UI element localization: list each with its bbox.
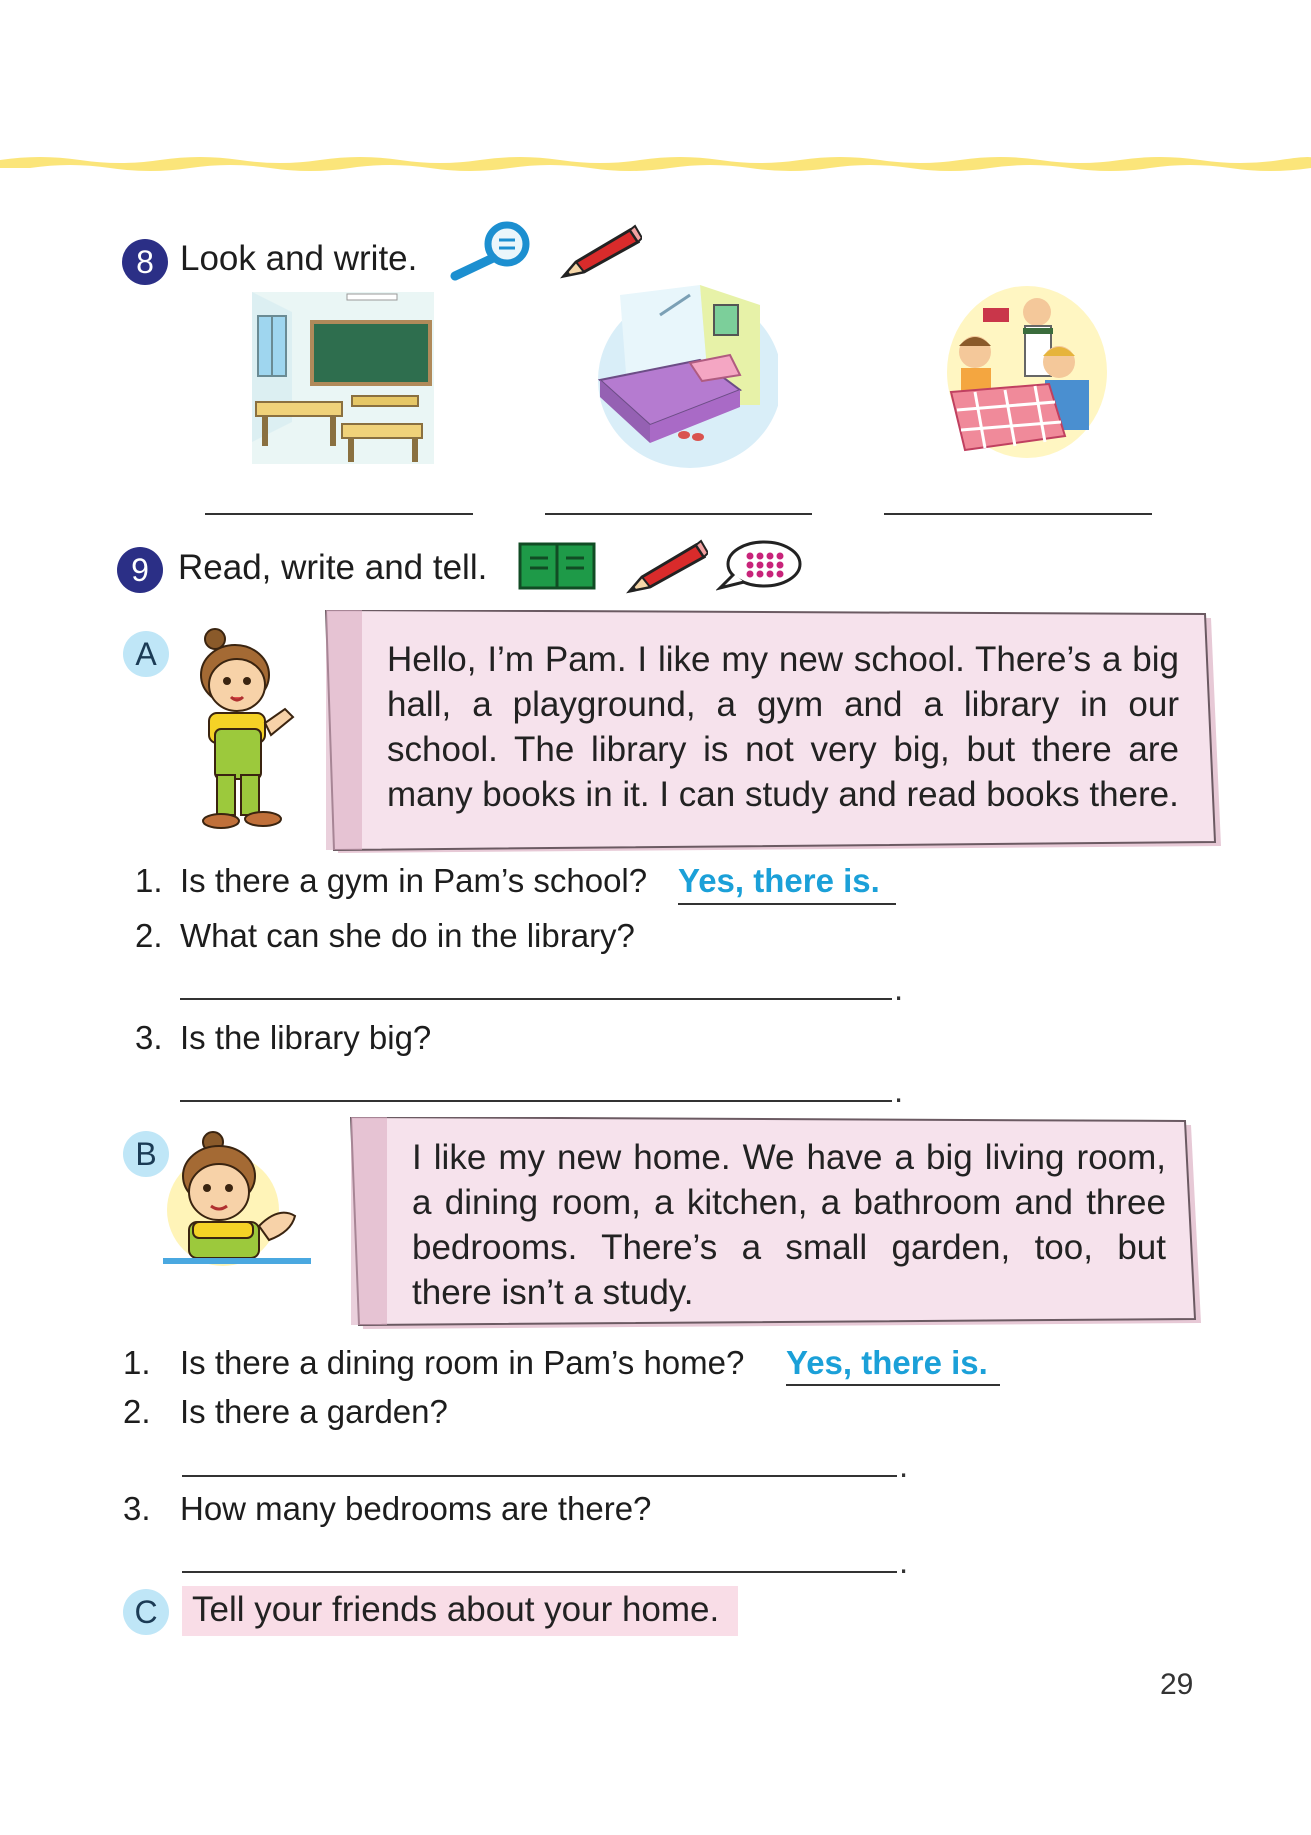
section-9-title: Read, write and tell. (178, 548, 488, 587)
pam-standing-illustration (185, 625, 300, 835)
answer-line[interactable] (182, 1571, 897, 1573)
question-text: What can she do in the library? (180, 917, 635, 954)
magnifier-icon (445, 220, 535, 284)
passage-b-text: I like my new home. We have a big living room, a dining room, a kitchen, a bathroom and three bedrooms. There’s a small garden, too, but there isn’t a study. (412, 1138, 1166, 1312)
page-number: 29 (1160, 1668, 1194, 1701)
passage-a-text: Hello, I’m Pam. I like my new school. There’s a big hall, a playground, a gym and a library in our school. The library is not very big, but there are many books in it. I can study and read books there. (387, 640, 1179, 814)
question-text: Is the library big? (180, 1019, 432, 1056)
answer-text: Yes, there is. (786, 1344, 988, 1381)
part-a-badge: A (123, 631, 169, 677)
period: . (899, 1447, 909, 1484)
pam-leaning-illustration (163, 1130, 313, 1280)
question-text: Is there a dining room in Pam’s home? (180, 1344, 745, 1381)
section-9-badge: 9 (117, 547, 163, 593)
pencil-icon (558, 222, 642, 282)
question-number: 3. (135, 1019, 163, 1056)
speech-bubble-icon (716, 538, 804, 594)
question-text: How many bedrooms are there? (180, 1490, 652, 1527)
answer-line-picture-3[interactable] (884, 513, 1152, 515)
part-c-text: Tell your friends about your home. (192, 1590, 720, 1629)
answer-line[interactable] (182, 1475, 897, 1477)
part-c-badge: C (123, 1589, 169, 1635)
book-icon (518, 540, 596, 592)
question-text: Is there a gym in Pam’s school? (180, 862, 648, 899)
answer-line[interactable] (786, 1384, 1000, 1386)
top-yellow-band (0, 150, 1311, 176)
part-b-badge: B (123, 1131, 169, 1177)
question-number: 1. (123, 1344, 151, 1381)
question-number: 3. (123, 1490, 151, 1527)
classroom-picture (252, 292, 434, 464)
question-number: 2. (135, 917, 163, 954)
answer-text: Yes, there is. (678, 862, 880, 899)
period: . (894, 970, 904, 1007)
pencil-icon (624, 537, 708, 597)
answer-line-picture-2[interactable] (545, 513, 812, 515)
section-8-title: Look and write. (180, 239, 418, 278)
answer-line[interactable] (180, 998, 892, 1000)
period: . (899, 1543, 909, 1580)
bedroom-picture (590, 285, 778, 470)
period: . (894, 1072, 904, 1109)
section-8-badge: 8 (122, 239, 168, 285)
question-number: 2. (123, 1393, 151, 1430)
answer-line[interactable] (180, 1100, 892, 1102)
restaurant-picture (945, 280, 1113, 460)
question-text: Is there a garden? (180, 1393, 448, 1430)
answer-line-picture-1[interactable] (205, 513, 473, 515)
answer-line[interactable] (678, 903, 896, 905)
question-number: 1. (135, 862, 163, 899)
